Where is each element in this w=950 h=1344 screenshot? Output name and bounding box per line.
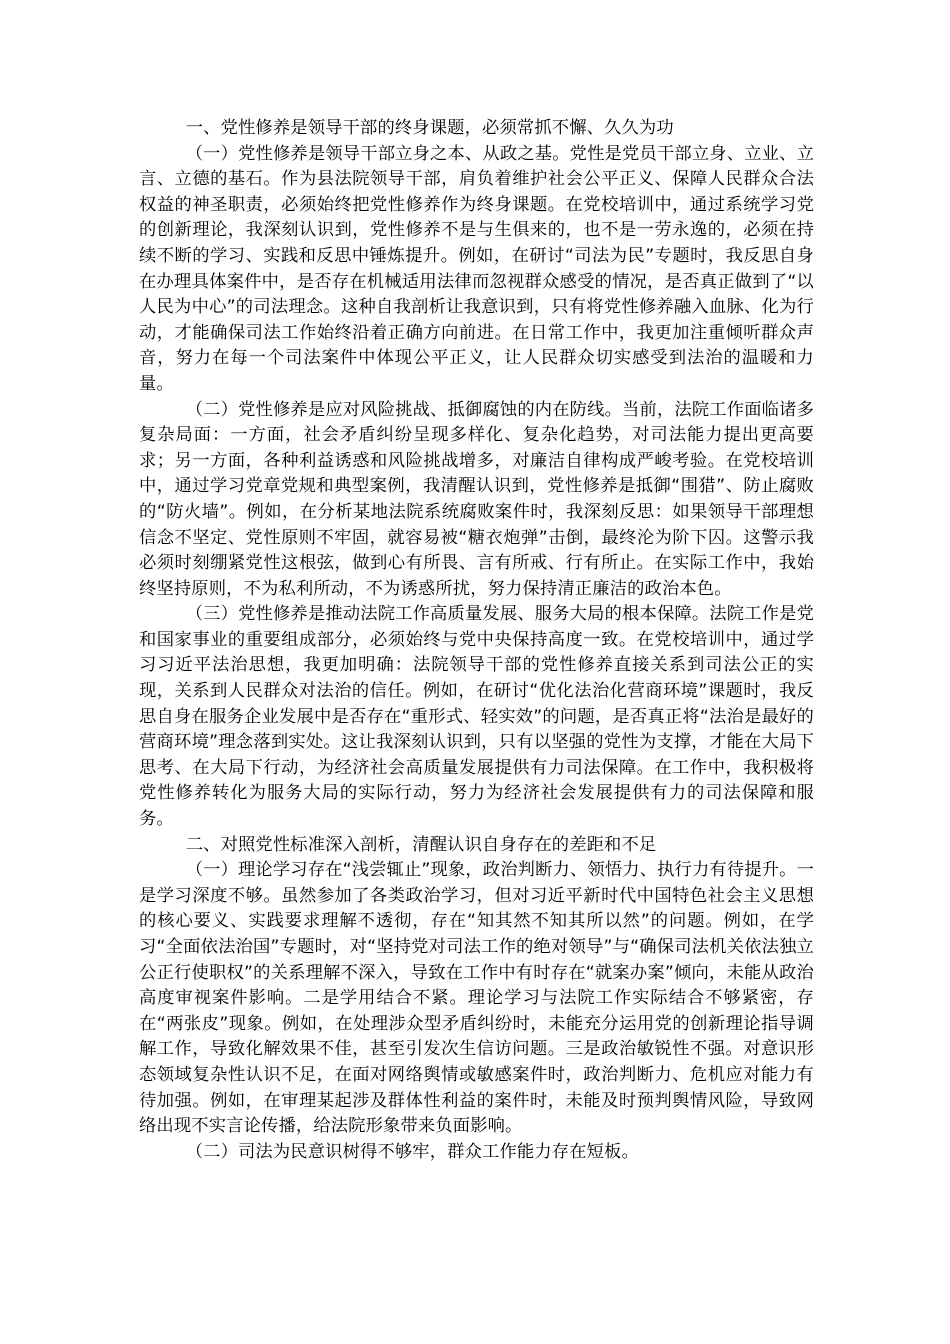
paragraph-1-2: （二）党性修养是应对风险挑战、抵御腐蚀的内在防线。当前，法院工作面临诸多复杂局面：一方面，社会矛盾纠纷呈现多样化、复杂化趋势，对司法能力提出更高要求；另一方面，各种利益诱惑和风险挑战增多，对廉洁自律构成严峻考验。在党校培训中，通过学习党章党规和典型案例，我清醒认识到，党性修养是抵御“围猎”、防止腐败的“防火墙”。例如，在分析某地法院系统腐败案件时，我深刻反思：如果领导干部理想信念不坚定、党性原则不牢固，就容易被“糖衣炮弹”击倒，最终沦为阶下囚。这警示我必须时刻绷紧党性这根弦，做到心有所畏、言有所戒、行有所止。在实际工作中，我始终坚持原则，不为私利所动，不为诱惑所扰，努力保持清正廉洁的政治本色。: [139, 399, 814, 599]
paragraph-1-3: （三）党性修养是推动法院工作高质量发展、服务大局的根本保障。法院工作是党和国家事业的重要组成部分，必须始终与党中央保持高度一致。在党校培训中，通过学习习近平法治思想，我更加明确：法院领导干部的党性修养直接关系到司法公正的实现，关系到人民群众对法治的信任。例如，在研讨“优化法治化营商环境”课题时，我反思自身在服务企业发展中是否存在“重形式、轻实效”的问题，是否真正将“法治是最好的营商环境”理念落到实处。这让我深刻认识到，只有以坚强的党性为支撑，才能在大局下思考、在大局下行动，为经济社会高质量发展提供有力司法保障。在工作中，我积极将党性修养转化为服务大局的实际行动，努力为经济社会发展提供有力的司法保障和服务。: [139, 604, 814, 830]
paragraph-2-2: （二）司法为民意识树得不够牢，群众工作能力存在短板。: [185, 1141, 639, 1162]
document-body: [139, 116, 814, 1165]
paragraph-1-1: （一）党性修养是领导干部立身之本、从政之基。党性是党员干部立身、立业、立言、立德的基石。作为县法院领导干部，肩负着维护社会公平正义、保障人民群众合法权益的神圣职责，必须始终把党性修养作为终身课题。在党校培训中，通过系统学习党的创新理论，我深刻认识到，党性修养不是与生俱来的，也不是一劳永逸的，必须在持续不断的学习、实践和反思中锤炼提升。例如，在研讨“司法为民”专题时，我反思自身在办理具体案件中，是否存在机械适用法律而忽视群众感受的情况，是否真正做到了“以人民为中心”的司法理念。这种自我剖析让我意识到，只有将党性修养融入血脉、化为行动，才能确保司法工作始终沿着正确方向前进。在日常工作中，我更加注重倾听群众声音，努力在每一个司法案件中体现公平正义，让人民群众切实感受到法治的温暖和力量。: [139, 143, 814, 394]
section-heading-2: 二、对照党性标准深入剖析，清醒认识自身存在的差距和不足: [185, 834, 657, 855]
paragraph-2-1: （一）理论学习存在“浅尝辄止”现象，政治判断力、领悟力、执行力有待提升。一是学习深度不够。虽然参加了各类政治学习，但对习近平新时代中国特色社会主义思想的核心要义、实践要求理解不透彻，存在“知其然不知其所以然”的问题。例如，在学习“全面依法治国”专题时，对“坚持党对司法工作的绝对领导”与“确保司法机关依法独立公正行使职权”的关系理解不深入，导致在工作中有时存在“就案办案”倾向，未能从政治高度审视案件影响。二是学用结合不紧。理论学习与法院工作实际结合不够紧密，存在“两张皮”现象。例如，在处理涉众型矛盾纠纷时，未能充分运用党的创新理论指导调解工作，导致化解效果不佳，甚至引发次生信访问题。三是政治敏锐性不强。对意识形态领域复杂性认识不足，在面对网络舆情或敏感案件时，政治判断力、危机应对能力有待加强。例如，在审理某起涉及群体性利益的案件时，未能及时预判舆情风险，导致网络出现不实言论传播，给法院形象带来负面影响。: [139, 860, 815, 1137]
section-heading-1: 一、党性修养是领导干部的终身课题，必须常抓不懈、久久为功: [185, 118, 674, 138]
